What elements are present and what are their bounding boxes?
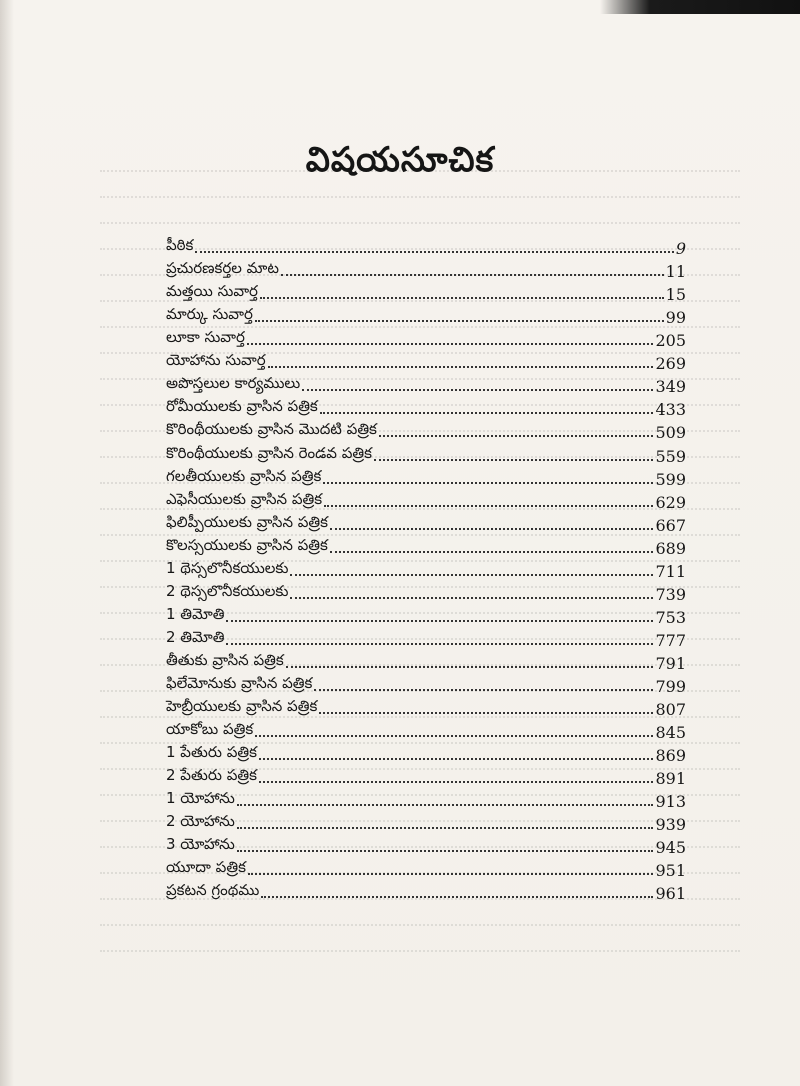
toc-entry bbox=[166, 810, 686, 834]
dot-leader bbox=[237, 826, 654, 829]
toc-entry-page-number: 433 bbox=[655, 400, 686, 420]
toc-entry-label: యోహాను సువార్త bbox=[166, 351, 266, 370]
toc-entry-page-number: 667 bbox=[655, 515, 686, 535]
toc-entry-page-number: 559 bbox=[655, 446, 686, 466]
dot-leader bbox=[226, 642, 653, 645]
toc-entry-label: గలతీయులకు వ్రాసిన పత్రిక bbox=[166, 466, 322, 485]
dot-leader bbox=[314, 688, 653, 691]
toc-entry-label: యూదా పత్రిక bbox=[166, 858, 246, 877]
toc-entry-page-number: 891 bbox=[655, 769, 686, 789]
toc-entry-label: మార్కు సువార్త bbox=[166, 305, 253, 324]
toc-entry-page-number: 739 bbox=[655, 584, 686, 604]
toc-entry-page-number: 799 bbox=[655, 677, 686, 696]
toc-entry-label: పీఠిక bbox=[166, 236, 194, 254]
dot-leader bbox=[323, 481, 653, 484]
toc-entry-page-number: 951 bbox=[655, 861, 686, 881]
toc-entry-page-number: 913 bbox=[655, 792, 686, 812]
toc-entry bbox=[166, 741, 686, 765]
toc-entry-page-number: 629 bbox=[655, 492, 686, 512]
toc-entry-label: హెబ్రీయులకు వ్రాసిన పత్రిక bbox=[166, 697, 318, 715]
dot-leader bbox=[259, 780, 654, 783]
toc-entry bbox=[166, 349, 686, 373]
toc-entry-page-number: 711 bbox=[655, 561, 686, 581]
toc-entry-page-number: 777 bbox=[655, 630, 686, 650]
dot-leader bbox=[302, 388, 653, 391]
toc-entry bbox=[166, 603, 686, 627]
toc-entry-label: ఎఫెసీయులకు వ్రాసిన పత్రిక bbox=[166, 489, 323, 508]
toc-entry-page-number: 349 bbox=[655, 377, 686, 397]
dot-leader bbox=[255, 734, 653, 737]
dot-leader bbox=[261, 895, 653, 898]
dot-leader bbox=[237, 849, 654, 852]
toc-entry-page-number: 753 bbox=[655, 607, 686, 627]
toc-entry-label: కొలస్సయులకు వ్రాసిన పత్రిక bbox=[166, 535, 328, 554]
toc-entry bbox=[166, 442, 686, 466]
toc-entry-page-number: 15 bbox=[665, 285, 686, 305]
toc-entry bbox=[166, 695, 686, 719]
toc-entry-label: 1 పేతురు పత్రిక bbox=[166, 743, 257, 762]
toc-entry-label: మత్తయి సువార్త bbox=[166, 282, 258, 301]
toc-entry bbox=[166, 465, 686, 489]
toc-entry bbox=[166, 326, 686, 350]
dot-leader bbox=[324, 504, 653, 507]
toc-entry bbox=[166, 280, 686, 304]
toc-entry-page-number: 11 bbox=[665, 262, 686, 282]
toc-entry bbox=[166, 418, 686, 442]
toc-entry-label: ఫిలేమోనుకు వ్రాసిన పత్రిక bbox=[166, 674, 313, 692]
toc-entry-label: అపొస్తలుల కార్యములు bbox=[166, 374, 301, 393]
toc-entry-label: రోమీయులకు వ్రాసిన పత్రిక bbox=[166, 397, 318, 416]
dot-leader bbox=[248, 872, 654, 875]
toc-entry bbox=[166, 395, 686, 419]
dot-leader bbox=[379, 434, 654, 437]
toc-entry-page-number: 509 bbox=[655, 423, 686, 443]
dot-leader bbox=[330, 527, 653, 530]
toc-entry-page-number: 205 bbox=[655, 331, 686, 351]
toc-entry bbox=[166, 234, 686, 258]
toc-entry bbox=[166, 672, 686, 696]
toc-entry-page-number: 945 bbox=[655, 838, 686, 858]
toc-entry-label: ఫిలిప్పీయులకు వ్రాసిన పత్రిక bbox=[166, 512, 328, 531]
toc-entry-label: 1 యోహాను bbox=[166, 789, 235, 808]
toc-entry bbox=[166, 718, 686, 742]
toc-entry bbox=[166, 649, 686, 673]
toc-entry-label: 1 తిమోతి bbox=[166, 604, 225, 623]
toc-entry bbox=[166, 787, 686, 811]
toc-entry-page-number: 269 bbox=[655, 354, 686, 374]
dot-leader bbox=[226, 619, 653, 622]
toc-entry-label: లూకా సువార్త bbox=[166, 328, 245, 347]
toc-entry-page-number: 599 bbox=[655, 469, 686, 489]
toc-entry-label: 2 తిమోతి bbox=[166, 627, 225, 646]
dot-leader bbox=[237, 803, 654, 806]
dot-leader bbox=[290, 573, 653, 576]
toc-entry-label: కొరింథీయులకు వ్రాసిన మొదటి పత్రిక bbox=[166, 420, 377, 439]
dot-leader bbox=[286, 665, 654, 668]
dot-leader bbox=[330, 550, 654, 553]
dot-leader bbox=[247, 342, 654, 345]
toc-entry-label: 2 పేతురు పత్రిక bbox=[166, 766, 257, 785]
toc-entry bbox=[166, 557, 686, 581]
dot-leader bbox=[281, 273, 664, 276]
toc-entry-label: 2 యోహాను bbox=[166, 812, 235, 831]
dot-leader bbox=[260, 296, 664, 299]
toc-entry bbox=[166, 580, 686, 604]
toc-entry-page-number: 807 bbox=[655, 700, 686, 719]
toc-entry-label: యాకోబు పత్రిక bbox=[166, 720, 254, 738]
toc-entry-page-number: 689 bbox=[655, 538, 686, 558]
dot-leader bbox=[374, 458, 654, 461]
toc-entry-page-number: 869 bbox=[655, 746, 686, 766]
toc-entry bbox=[166, 257, 686, 281]
toc-entry bbox=[166, 856, 686, 880]
toc-entry-label: 3 యోహాను bbox=[166, 835, 235, 854]
toc-entry bbox=[166, 833, 686, 857]
toc-entry bbox=[166, 764, 686, 788]
toc-entry-label: ప్రచురణకర్తల మాట bbox=[166, 259, 279, 278]
dot-leader bbox=[320, 411, 654, 414]
toc-entry bbox=[166, 511, 686, 535]
toc-entry bbox=[166, 372, 686, 396]
toc-entry bbox=[166, 303, 686, 327]
toc-entry-page-number: 9 bbox=[675, 239, 686, 258]
toc-entry-page-number: 99 bbox=[665, 308, 686, 328]
toc-entry bbox=[166, 534, 686, 558]
toc-entry bbox=[166, 879, 686, 903]
toc-entry-page-number: 939 bbox=[655, 815, 686, 835]
toc-entry-page-number: 791 bbox=[655, 653, 686, 673]
page-title: విషయసూచిక bbox=[305, 140, 495, 180]
toc-entry-label: తీతుకు వ్రాసిన పత్రిక bbox=[166, 650, 284, 669]
toc-entry-label: 2 థెస్సలొనీకయులకు bbox=[166, 581, 289, 600]
toc-entry-page-number: 845 bbox=[655, 723, 686, 742]
dot-leader bbox=[255, 319, 664, 322]
dot-leader bbox=[319, 711, 653, 714]
toc-entry-label: 1 థెస్సలొనీకయులకు bbox=[166, 558, 289, 577]
dot-leader bbox=[268, 365, 654, 368]
dot-leader bbox=[195, 250, 673, 253]
toc-entry-label: కొరింథీయులకు వ్రాసిన రెండవ పత్రిక bbox=[166, 443, 372, 462]
toc-entry-page-number: 961 bbox=[655, 884, 686, 904]
toc-entry bbox=[166, 626, 686, 650]
toc-entry bbox=[166, 488, 686, 512]
toc-entry-label: ప్రకటన గ్రంథము bbox=[166, 881, 260, 900]
dot-leader bbox=[290, 596, 653, 599]
dot-leader bbox=[259, 757, 654, 760]
